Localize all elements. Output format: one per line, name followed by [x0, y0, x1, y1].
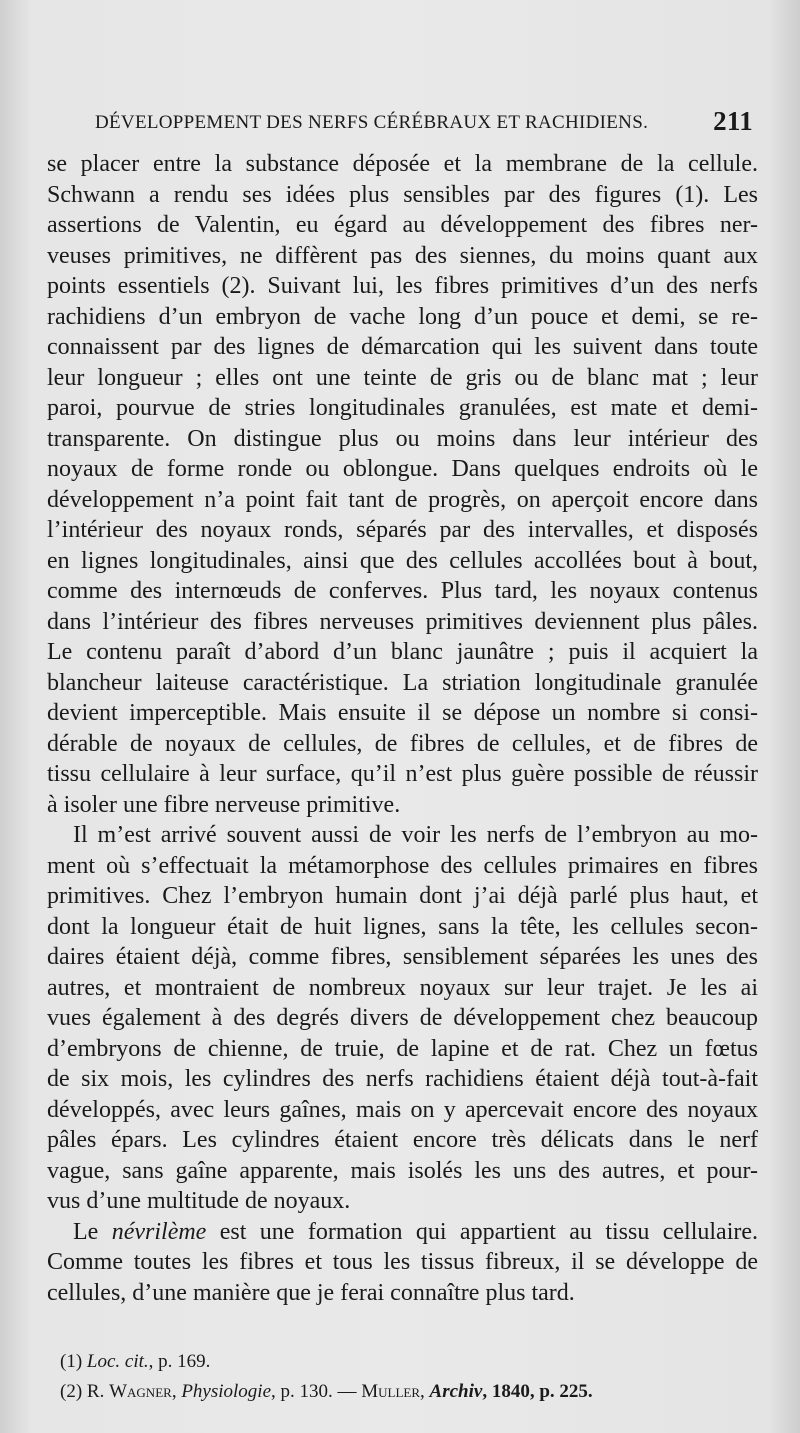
text-line: dont la longueur était de huit lignes, sans la tête, les cellules secon- — [47, 913, 758, 940]
text-line: comme des internœuds de conferves. Plus tard, les noyaux contenus — [47, 578, 758, 604]
text-line: tissu cellulaire à leur surface, qu’il n’est plus guère possible de réussir — [47, 761, 758, 787]
footnote-1 — [60, 1347, 760, 1377]
text-line: Le contenu paraît d’abord d’un blanc jaunâtre ; puis il acquiert la — [47, 639, 758, 665]
text-line: paroi, pourvue de stries longitudinales granulées, est mate et demi- — [47, 395, 758, 421]
text-line: points essentiels (2). Suivant lui, les fibres primitives d’un des nerfs — [47, 273, 758, 299]
text-line: d’embryons de chienne, de truie, de lapine et de rat. Chez un fœtus — [47, 1035, 758, 1062]
text-line: daires étaient déjà, comme fibres, sensiblement séparées les unes des — [47, 944, 758, 970]
text-line: transparente. On distingue plus ou moins dans leur intérieur des — [47, 425, 758, 452]
term-nevrileme: névrilème — [111, 1218, 207, 1245]
text-run: est une formation qui appartient au tissu cellulaire. — [206, 1218, 759, 1245]
text-line: se placer entre la substance déposée et la membrane de la cellule. — [47, 151, 758, 177]
text-line — [47, 1217, 758, 1248]
text-line: ment où s’effectuait la métamorphose des cellules primaires en fibres — [47, 852, 758, 879]
author-name: Muller — [361, 1381, 421, 1402]
page-number: 211 — [713, 106, 753, 136]
journal-title: Archiv — [429, 1381, 483, 1402]
text-line: autres, et montraient de nombreux noyaux sur leur trajet. Je les ai — [47, 974, 758, 1001]
text-line: développement n’a point fait tant de progrès, on aperçoit encore dans — [47, 486, 758, 513]
footnote-ref: , 1840, p. 225. — [482, 1381, 593, 1402]
text-run: Le — [73, 1218, 112, 1245]
text-line: Comme toutes les fibres et tous les tissus fibreux, il se développe de — [47, 1249, 758, 1275]
text-line: de six mois, les cylindres des nerfs rachidiens étaient déjà tout-à-fait — [47, 1066, 758, 1092]
text-line: développés, avec leurs gaînes, mais on y apercevait encore des noyaux — [47, 1096, 758, 1123]
text-line: noyaux de forme ronde ou oblongue. Dans quelques endroits où le — [47, 456, 758, 482]
text-line: vus d’une multitude de noyaux. — [47, 1188, 351, 1214]
text-line: primitives. Chez l’embryon humain dont j’ai déjà parlé plus haut, et — [47, 883, 758, 909]
text-line: assertions de Valentin, eu égard au développement des fibres ner- — [47, 212, 758, 238]
text-line: blancheur laiteuse caractéristique. La striation longitudinale granulée — [47, 669, 758, 696]
text-line: en lignes longitudinales, ainsi que des cellules accollées bout à bout, — [47, 547, 758, 574]
separator: , — [420, 1381, 430, 1402]
text-line: veuses primitives, ne diffèrent pas des siennes, du moins quant aux — [47, 242, 758, 269]
footnotes — [60, 1347, 760, 1407]
author-name: Wagner — [109, 1381, 172, 1402]
text-line: rachidiens d’un embryon de vache long d’un pouce et demi, se re- — [47, 303, 758, 330]
author-initial: R. — [86, 1381, 110, 1402]
text-line: dans l’intérieur des fibres nerveuses primitives deviennent plus pâles. — [47, 608, 758, 635]
footnote-page: , p. 130. — — [271, 1381, 362, 1402]
separator: , — [171, 1381, 182, 1402]
text-line: leur longueur ; elles ont une teinte de gris ou de blanc mat ; leur — [47, 364, 758, 391]
work-title: Physiologie — [181, 1381, 272, 1402]
text-line: Schwann a rendu ses idées plus sensibles par des figures (1). Les — [47, 181, 758, 208]
footnote-citation: Loc. cit. — [86, 1351, 149, 1372]
text-line: devient imperceptible. Mais ensuite il se dépose un nombre si consi- — [47, 700, 758, 726]
body-text — [47, 149, 758, 1308]
text-line: cellules, d’une manière que je ferai connaître plus tard. — [47, 1279, 575, 1306]
text-line: vues également à des degrés divers de développement chez beaucoup — [47, 1005, 758, 1031]
text-line: vague, sans gaîne apparente, mais isolés les uns des autres, et pour- — [47, 1157, 758, 1184]
footnote-page: , p. 169. — [148, 1351, 211, 1372]
page-header — [95, 106, 757, 140]
text-line: à isoler une fibre nerveuse primitive. — [47, 791, 401, 818]
text-line: connaissent par des lignes de démarcation qui les suivent dans toute — [47, 334, 758, 360]
footnote-2 — [60, 1377, 760, 1407]
footnote-marker: (1) — [60, 1351, 83, 1372]
text-line: pâles épars. Les cylindres étaient encore très délicats dans le nerf — [47, 1127, 758, 1153]
text-line: Il m’est arrivé souvent aussi de voir les nerfs de l’embryon au mo- — [73, 822, 758, 848]
text-line: l’intérieur des noyaux ronds, séparés par des intervalles, et disposés — [47, 517, 758, 543]
text-line: dérable de noyaux de cellules, de fibres de cellules, et de fibres de — [47, 730, 758, 757]
footnote-marker: (2) — [60, 1381, 83, 1402]
running-title: DÉVELOPPEMENT DES NERFS CÉRÉBRAUX ET RACHIDIENS. — [95, 112, 649, 133]
